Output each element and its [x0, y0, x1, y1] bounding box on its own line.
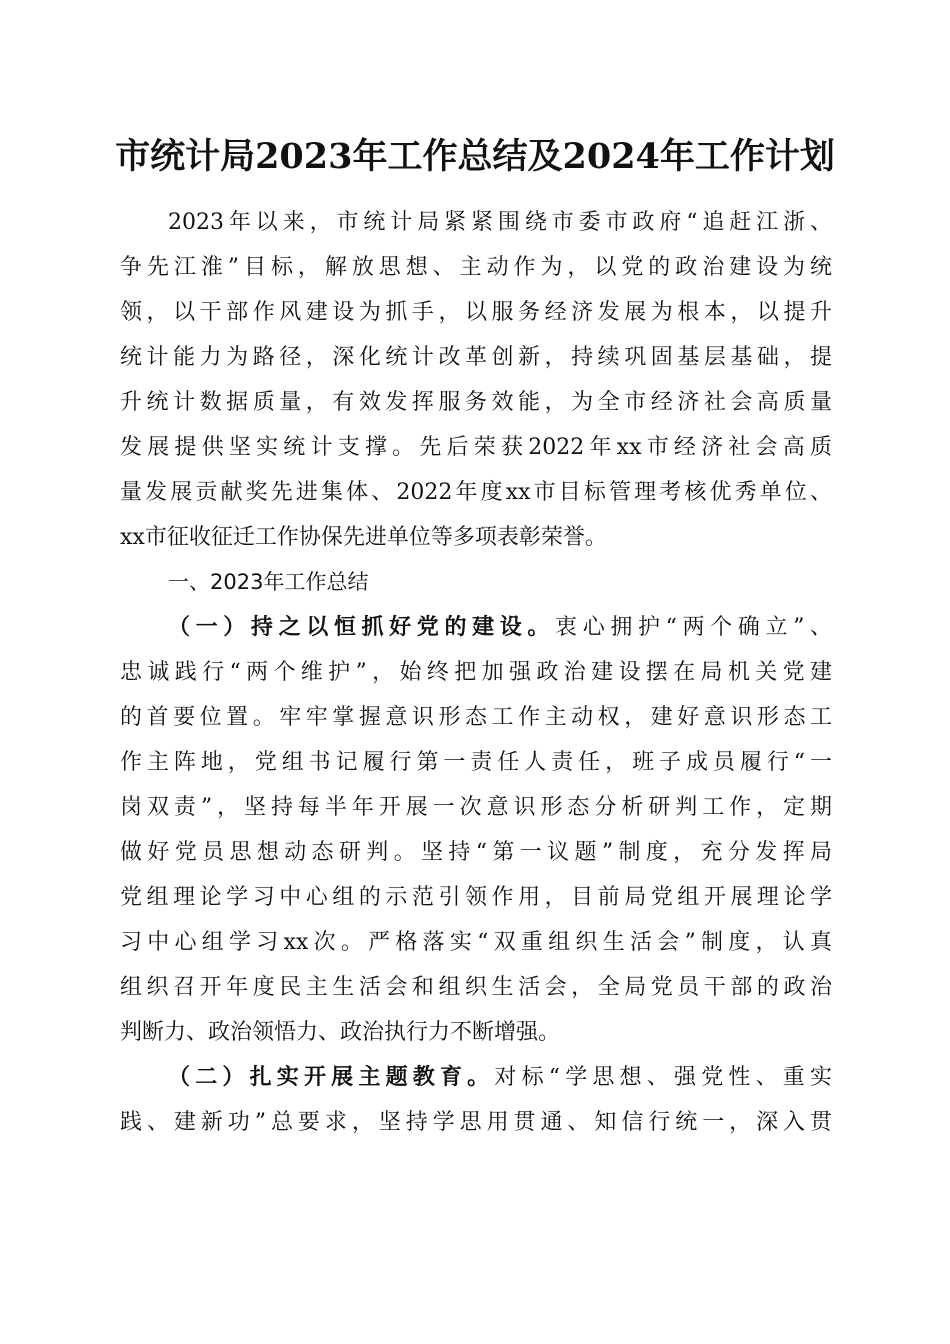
- document-title: 市统计局2023年工作总结及2024年工作计划: [115, 136, 835, 177]
- intro-line: 升统计数据质量，有效发挥服务效能，为全市经济社会高质量: [120, 390, 832, 415]
- sub1-line: 习中心组学习xx次。严格落实“双重组织生活会”制度，认真: [120, 930, 832, 955]
- sub1-line: 岗双责”，坚持每半年开展一次意识形态分析研判工作，定期: [120, 795, 832, 820]
- sub1-first-line: [120, 605, 832, 650]
- sub2-heading: （二）扎实开展主题教育。: [168, 1064, 495, 1090]
- sub1-heading: （一）持之以恒抓好党的建设。: [168, 614, 556, 640]
- intro-line: 2023年以来，市统计局紧紧围绕市委市政府“追赶江浙、: [168, 210, 832, 235]
- intro-line: 统计能力为路径，深化统计改革创新，持续巩固基层基础，提: [120, 345, 832, 370]
- sub1-line: 的首要位置。牢牢掌握意识形态工作主动权，建好意识形态工: [120, 705, 832, 730]
- sub1-line: 做好党员思想动态研判。坚持“第一议题”制度，充分发挥局: [120, 840, 832, 865]
- sub1-first-line-text: 衷心拥护“两个确立”、: [555, 615, 832, 640]
- document-body: [120, 200, 832, 1145]
- sub2-line: 践、建新功”总要求，坚持学思用贯通、知信行统一，深入贯: [120, 1110, 832, 1135]
- sub1-line: 组织召开年度民主生活会和组织生活会，全局党员干部的政治: [120, 975, 832, 1000]
- intro-line: 发展提供坚实统计支撑。先后荣获2022年xx市经济社会高质: [120, 435, 832, 460]
- section-heading: 一、2023年工作总结: [168, 570, 369, 594]
- sub1-line: 党组理论学习中心组的示范引领作用，目前局党组开展理论学: [120, 885, 832, 910]
- intro-line: 量发展贡献奖先进集体、2022年度xx市目标管理考核优秀单位、: [120, 480, 832, 505]
- intro-line: xx市征收征迁工作协保先进单位等多项表彰荣誉。: [120, 525, 607, 550]
- sub2-first-line: [120, 1055, 832, 1100]
- sub1-line: 忠诚践行“两个维护”，始终把加强政治建设摆在局机关党建: [120, 660, 832, 685]
- intro-line: 领，以干部作风建设为抓手，以服务经济发展为根本，以提升: [120, 300, 832, 325]
- sub1-line: 作主阵地，党组书记履行第一责任人责任，班子成员履行“一: [120, 750, 832, 775]
- intro-line: 争先江淮”目标，解放思想、主动作为，以党的政治建设为统: [120, 255, 832, 280]
- sub1-line: 判断力、政治领悟力、政治执行力不断增强。: [120, 1020, 561, 1045]
- sub2-first-line-text: 对标“学思想、强党性、重实: [494, 1065, 832, 1090]
